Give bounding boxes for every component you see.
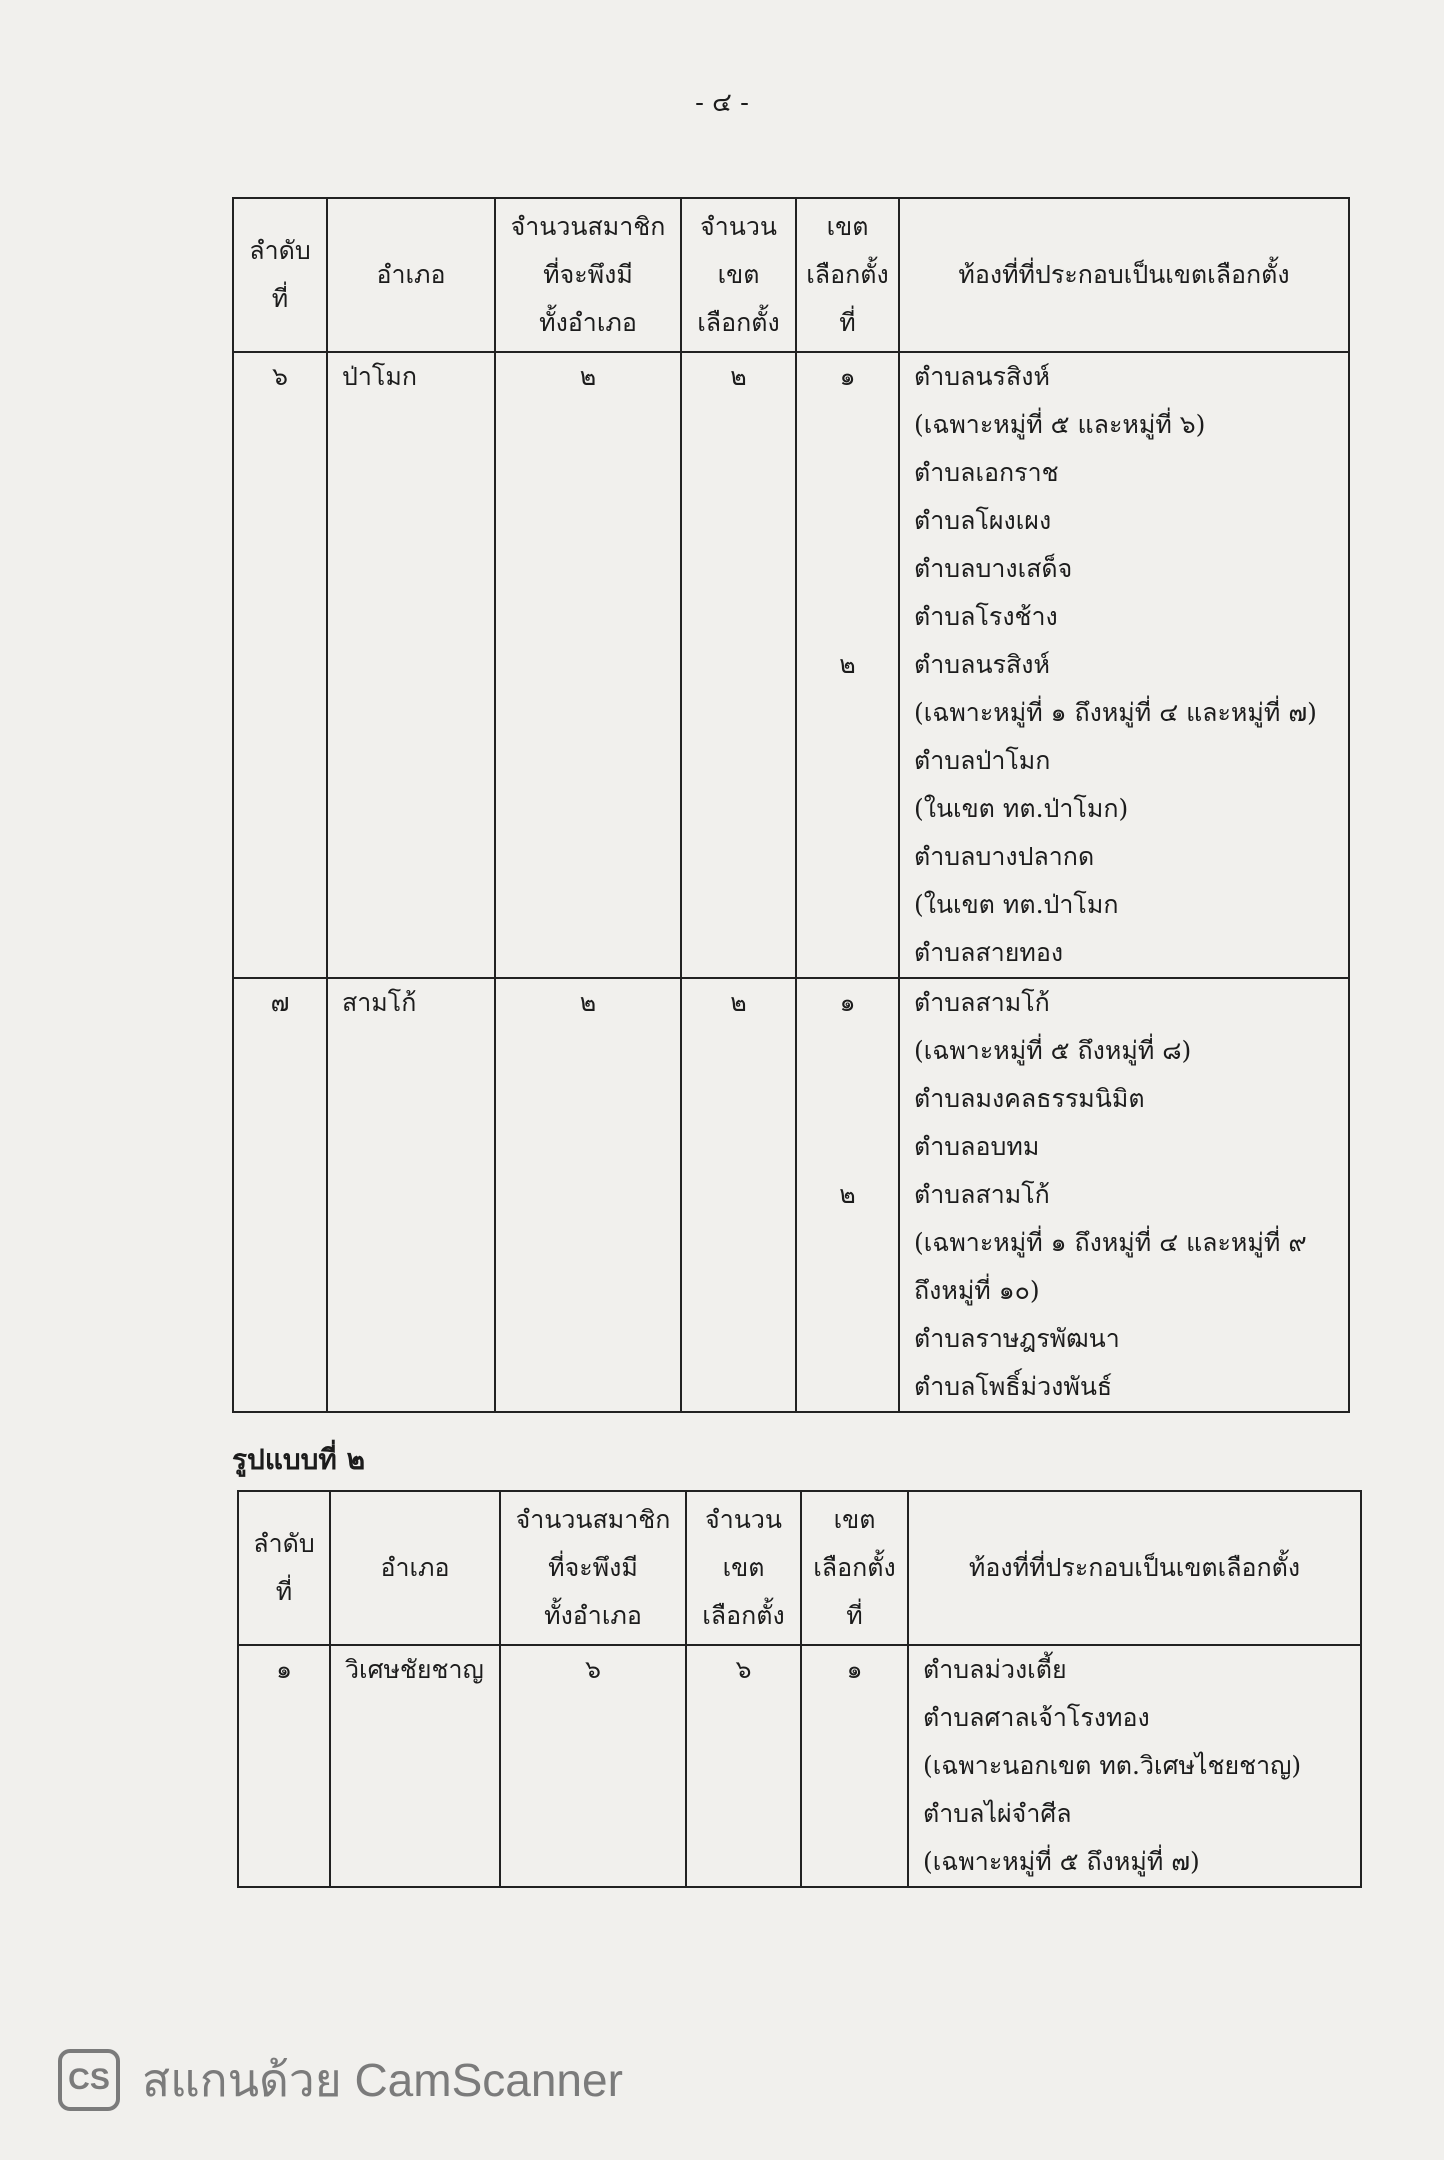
area-line: ตำบลราษฎรพัฒนา bbox=[914, 1324, 1120, 1353]
zone-spacer bbox=[797, 449, 898, 497]
area-line: ตำบลศาลเจ้าโรงทอง bbox=[923, 1703, 1150, 1732]
header-line: จำนวน bbox=[700, 212, 777, 241]
area-line: ตำบลสายทอง bbox=[914, 938, 1064, 967]
row-order: ๑ bbox=[276, 1655, 292, 1684]
header-order bbox=[238, 1491, 330, 1645]
row-zone-count-cell bbox=[681, 352, 796, 978]
row-district: วิเศษชัยชาญ bbox=[345, 1655, 484, 1684]
row-zone-no-cell bbox=[796, 978, 899, 1412]
row-district: ป่าโมก bbox=[342, 362, 417, 391]
header-line: จำนวนสมาชิก bbox=[510, 212, 666, 241]
zone-spacer bbox=[797, 545, 898, 593]
zone-number: ๑ bbox=[839, 988, 856, 1017]
row-district-cell bbox=[327, 978, 495, 1412]
row-members: ๒ bbox=[579, 362, 597, 391]
zone-spacer bbox=[797, 1219, 898, 1267]
table-header-row bbox=[238, 1491, 1361, 1645]
zone-spacer bbox=[797, 1027, 898, 1075]
area-line: ตำบลสามโก้ bbox=[914, 988, 1050, 1017]
header-line: เขต bbox=[722, 1553, 765, 1582]
area-line: ตำบลไผ่จำศีล bbox=[923, 1799, 1072, 1828]
zone-number: ๒ bbox=[839, 650, 856, 679]
header-members bbox=[495, 198, 681, 352]
header-zone-no bbox=[801, 1491, 908, 1645]
header-district bbox=[330, 1491, 500, 1645]
zone-spacer bbox=[797, 737, 898, 785]
area-line: ตำบลอบทม bbox=[914, 1132, 1040, 1161]
area-line: ตำบลเอกราช bbox=[914, 458, 1059, 487]
zone-spacer bbox=[797, 401, 898, 449]
row-zone-count-cell bbox=[686, 1645, 801, 1887]
header-line: ที่ bbox=[839, 308, 856, 337]
header-line: เลือกตั้ง bbox=[697, 308, 780, 337]
area-line: ตำบลบางปลากด bbox=[914, 842, 1095, 871]
row-members: ๖ bbox=[585, 1655, 601, 1684]
header-line: ที่ bbox=[275, 1577, 293, 1606]
zone-spacer bbox=[802, 1838, 907, 1886]
area-line: ตำบลโผงเผง bbox=[914, 506, 1052, 535]
header-line: ท้องที่ที่ประกอบเป็นเขตเลือกตั้ง bbox=[968, 1553, 1301, 1582]
header-line: จำนวน bbox=[705, 1505, 782, 1534]
header-line: ทั้งอำเภอ bbox=[539, 308, 637, 337]
zone-spacer bbox=[797, 1315, 898, 1363]
header-zone-count bbox=[686, 1491, 801, 1645]
zone-spacer bbox=[797, 497, 898, 545]
zone-number: ๒ bbox=[839, 1180, 856, 1209]
header-line: เขต bbox=[833, 1505, 876, 1534]
row-order: ๖ bbox=[272, 362, 288, 391]
area-line: (เฉพาะหมู่ที่ ๕ และหมู่ที่ ๖) bbox=[914, 410, 1206, 439]
zone-spacer bbox=[797, 1123, 898, 1171]
row-order-cell bbox=[238, 1645, 330, 1887]
area-line: (เฉพาะหมู่ที่ ๑ ถึงหมู่ที่ ๔ และหมู่ที่ ๙ bbox=[914, 1228, 1307, 1257]
header-areas bbox=[899, 198, 1349, 352]
row-zone-count: ๖ bbox=[735, 1655, 752, 1684]
area-line: ตำบลโพธิ์ม่วงพันธ์ bbox=[914, 1372, 1113, 1401]
row-zone-count: ๒ bbox=[730, 988, 747, 1017]
header-line: ลำดับ bbox=[249, 236, 311, 265]
area-line: (เฉพาะหมู่ที่ ๕ ถึงหมู่ที่ ๗) bbox=[923, 1847, 1200, 1876]
area-line: (เฉพาะนอกเขต ทต.วิเศษไชยชาญ) bbox=[923, 1751, 1302, 1780]
header-line: ที่ bbox=[846, 1601, 863, 1630]
zone-spacer bbox=[797, 1075, 898, 1123]
zone-spacer bbox=[797, 1363, 898, 1411]
header-line: ท้องที่ที่ประกอบเป็นเขตเลือกตั้ง bbox=[958, 260, 1290, 289]
zone-number: ๑ bbox=[839, 362, 856, 391]
header-zone-no bbox=[796, 198, 899, 352]
row-members-cell bbox=[495, 978, 681, 1412]
row-members: ๒ bbox=[579, 988, 597, 1017]
row-zone-count: ๒ bbox=[730, 362, 747, 391]
header-line: ที่จะพึงมี bbox=[548, 1553, 638, 1582]
header-line: เลือกตั้ง bbox=[702, 1601, 785, 1630]
area-line: ตำบลม่วงเตี้ย bbox=[923, 1655, 1067, 1684]
header-zone-count bbox=[681, 198, 796, 352]
camscanner-watermark bbox=[58, 2045, 623, 2115]
zone-spacer bbox=[802, 1694, 907, 1742]
header-line: เลือกตั้ง bbox=[813, 1553, 896, 1582]
area-line: ตำบลโรงช้าง bbox=[914, 602, 1058, 631]
row-zone-count-cell bbox=[681, 978, 796, 1412]
header-district bbox=[327, 198, 495, 352]
row-zone-no-cell bbox=[801, 1645, 908, 1887]
table-header-row bbox=[233, 198, 1349, 352]
row-district-cell bbox=[330, 1645, 500, 1887]
row-order: ๗ bbox=[270, 988, 290, 1017]
table-row bbox=[233, 978, 1349, 1412]
area-line: (เฉพาะหมู่ที่ ๕ ถึงหมู่ที่ ๘) bbox=[914, 1036, 1192, 1065]
header-members bbox=[500, 1491, 686, 1645]
header-line: อำเภอ bbox=[376, 260, 446, 289]
area-line: ตำบลป่าโมก bbox=[914, 746, 1051, 775]
header-order bbox=[233, 198, 327, 352]
area-line: ตำบลบางเสด็จ bbox=[914, 554, 1073, 583]
row-district: สามโก้ bbox=[342, 988, 417, 1017]
header-line: ที่จะพึงมี bbox=[543, 260, 633, 289]
zone-spacer bbox=[797, 785, 898, 833]
row-areas-cell bbox=[908, 1645, 1361, 1887]
area-line: ถึงหมู่ที่ ๑๐) bbox=[914, 1276, 1040, 1305]
header-line: อำเภอ bbox=[380, 1553, 450, 1582]
area-line: ตำบลนรสิงห์ bbox=[914, 362, 1050, 391]
header-line: ที่ bbox=[271, 284, 289, 313]
page-number: - ๔ - bbox=[695, 88, 749, 118]
area-line: ตำบลนรสิงห์ bbox=[914, 650, 1050, 679]
row-areas-cell bbox=[899, 352, 1349, 978]
header-areas bbox=[908, 1491, 1361, 1645]
header-line: ลำดับ bbox=[253, 1529, 315, 1558]
zone-spacer bbox=[802, 1742, 907, 1790]
row-district-cell bbox=[327, 352, 495, 978]
header-line: เลือกตั้ง bbox=[806, 260, 889, 289]
zone-spacer bbox=[797, 929, 898, 977]
area-line: ตำบลมงคลธรรมนิมิต bbox=[914, 1084, 1145, 1113]
zone-number: ๑ bbox=[846, 1655, 863, 1684]
area-line: (ในเขต ทต.ป่าโมก bbox=[914, 890, 1119, 919]
row-members-cell bbox=[500, 1645, 686, 1887]
zone-spacer bbox=[797, 1267, 898, 1315]
header-line: เขต bbox=[717, 260, 760, 289]
header-line: จำนวนสมาชิก bbox=[515, 1505, 671, 1534]
area-line: (ในเขต ทต.ป่าโมก) bbox=[914, 794, 1129, 823]
row-members-cell bbox=[495, 352, 681, 978]
header-line: ทั้งอำเภอ bbox=[544, 1601, 642, 1630]
header-line: เขต bbox=[826, 212, 869, 241]
area-line: ตำบลสามโก้ bbox=[914, 1180, 1050, 1209]
row-zone-no-cell bbox=[796, 352, 899, 978]
zone-spacer bbox=[797, 689, 898, 737]
table-row bbox=[233, 352, 1349, 978]
zone-spacer bbox=[797, 881, 898, 929]
election-zone-table-2 bbox=[237, 1490, 1362, 1888]
zone-spacer bbox=[797, 593, 898, 641]
area-line: (เฉพาะหมู่ที่ ๑ ถึงหมู่ที่ ๔ และหมู่ที่ ๗) bbox=[914, 698, 1317, 727]
zone-spacer bbox=[797, 833, 898, 881]
zone-spacer bbox=[802, 1790, 907, 1838]
section-title-format-2: รูปแบบที่ ๒ bbox=[232, 1443, 366, 1476]
camscanner-logo-icon: CS bbox=[58, 2049, 120, 2111]
row-order-cell bbox=[233, 978, 327, 1412]
table-row bbox=[238, 1645, 1361, 1887]
row-order-cell bbox=[233, 352, 327, 978]
election-zone-table-1 bbox=[232, 197, 1350, 1413]
row-areas-cell bbox=[899, 978, 1349, 1412]
camscanner-text: สแกนด้วย CamScanner bbox=[142, 2053, 623, 2106]
